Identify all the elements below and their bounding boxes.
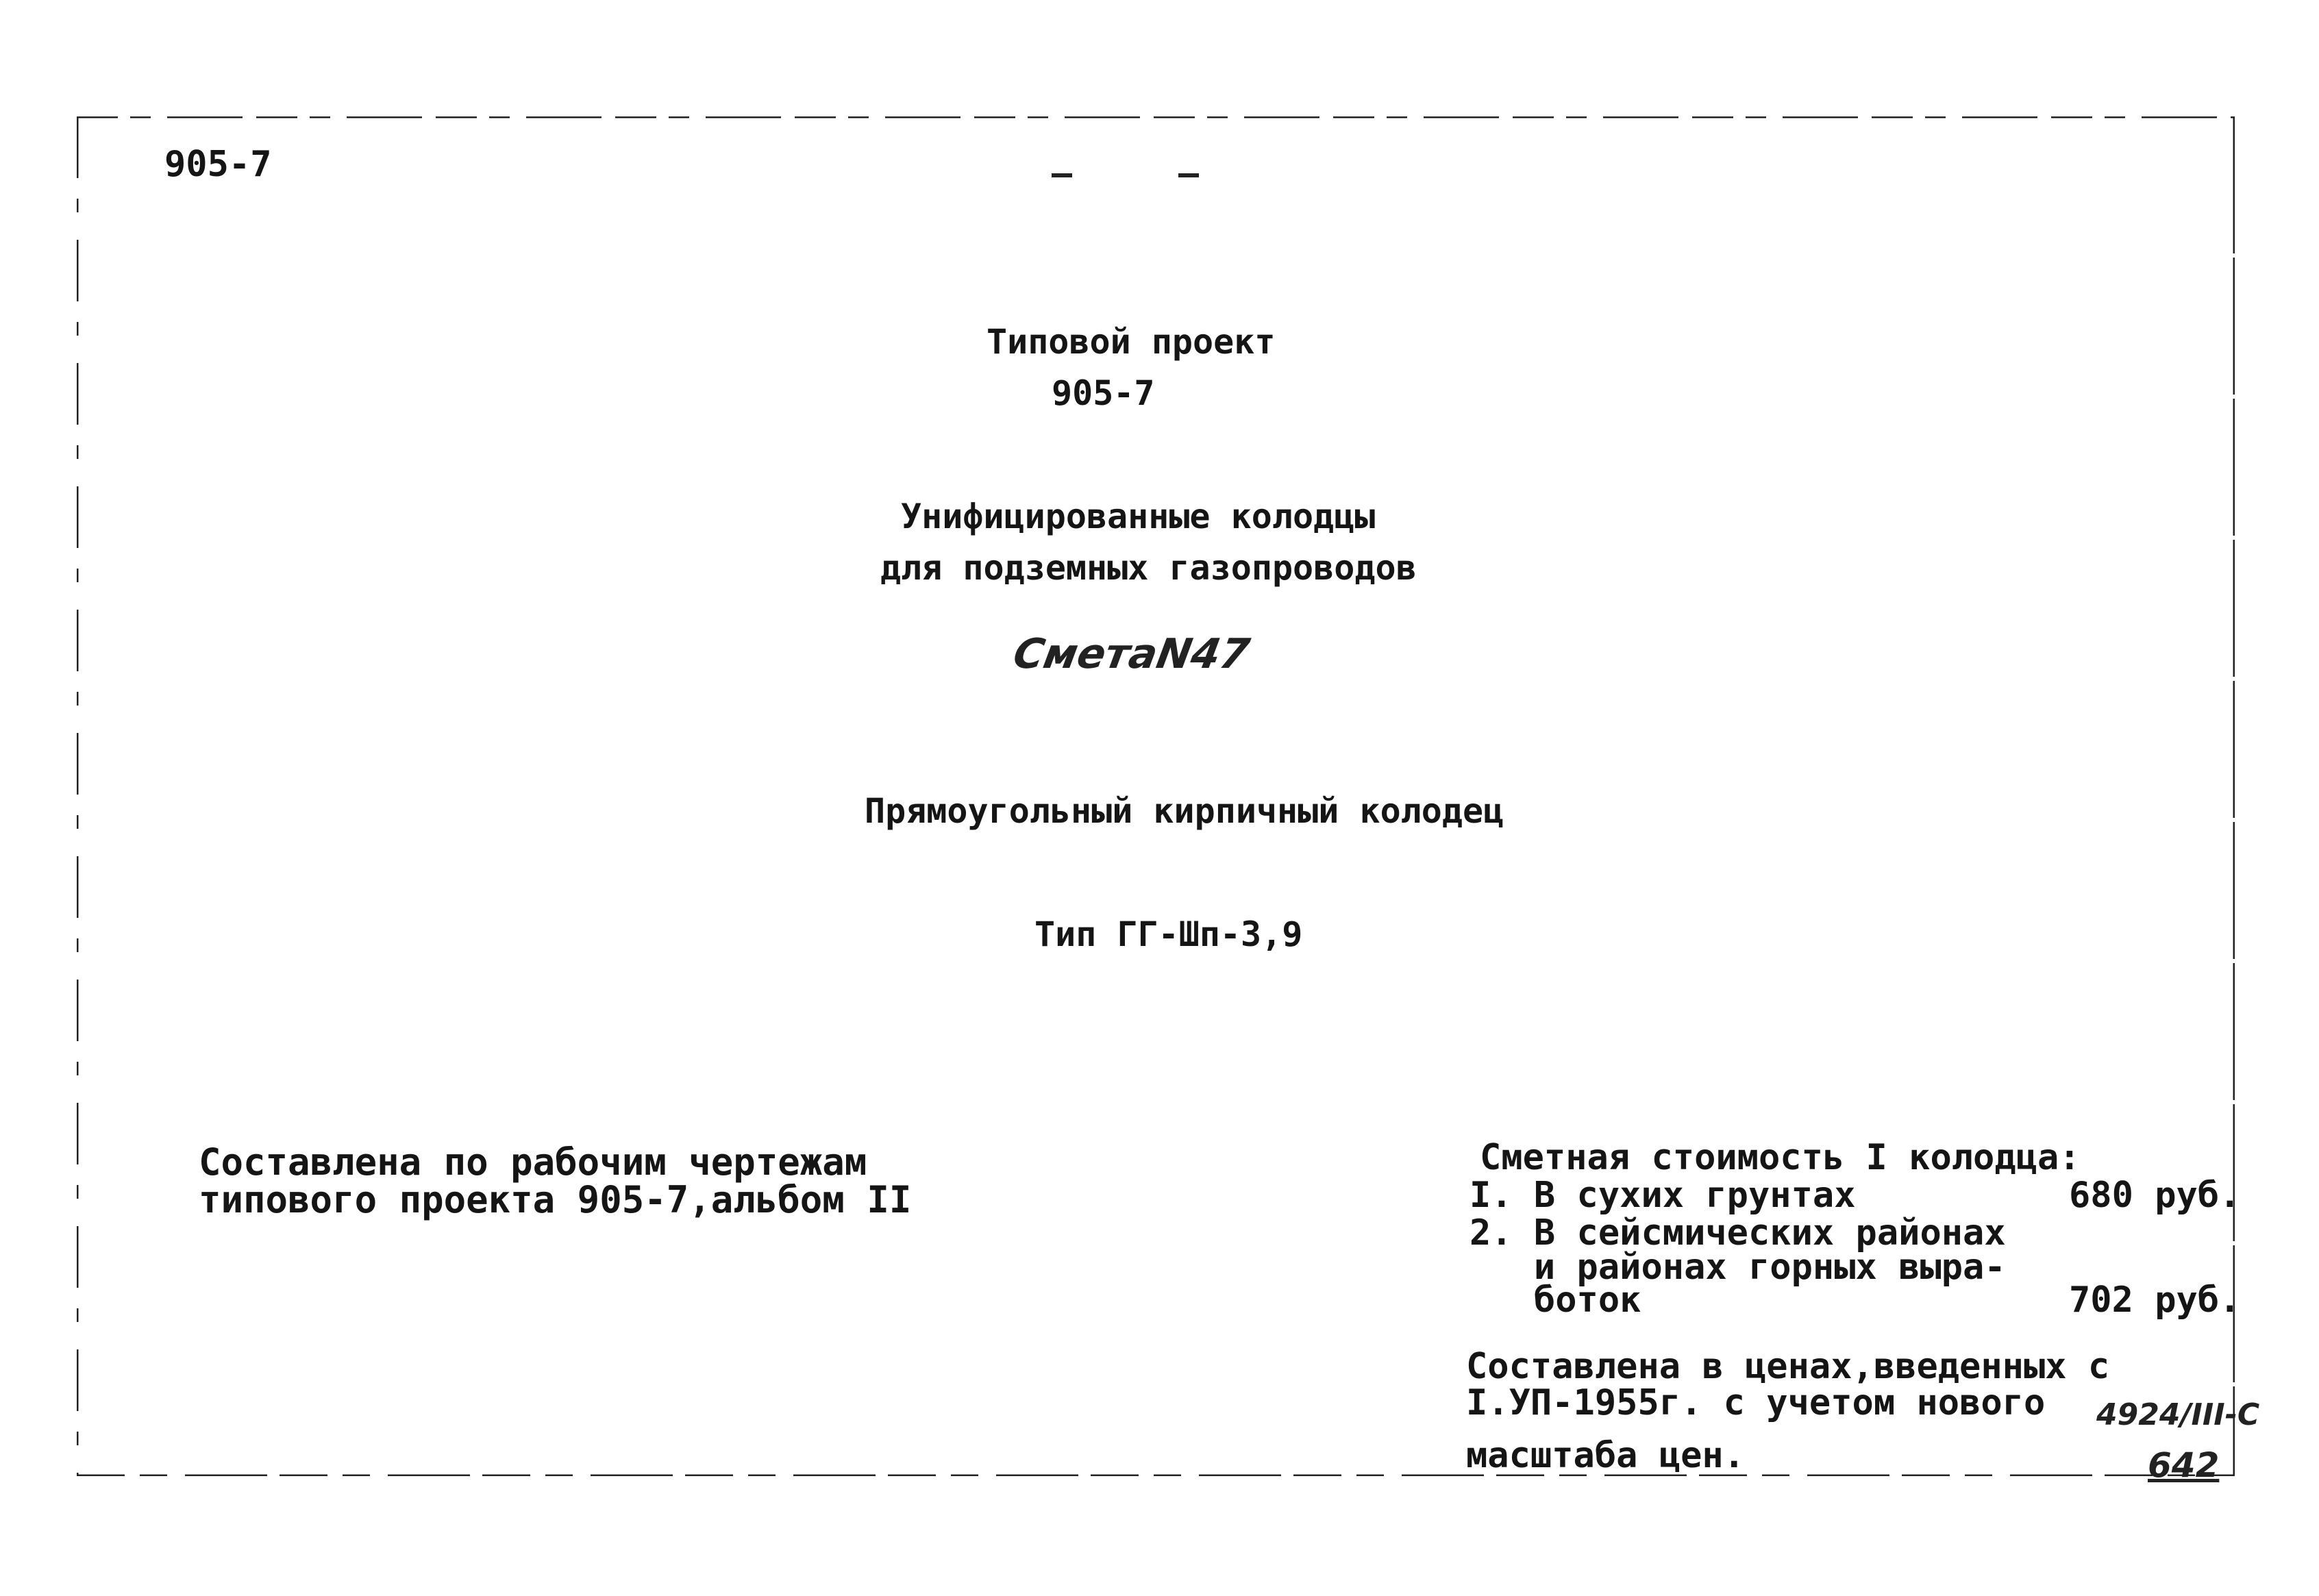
prices-note-line-2: I.УП-1955г. с учетом нового: [1466, 1382, 2046, 1423]
project-number: 905-7: [1052, 373, 1155, 413]
cost-heading: Сметная стоимость I колодца:: [1480, 1137, 2081, 1178]
project-label: Типовой проект: [987, 322, 1276, 362]
estimate-number-handwritten: СметаN47: [1009, 630, 1253, 678]
cost-item-1-price: 680 руб.: [2069, 1175, 2241, 1216]
prices-note-line-1: Составлена в ценах,введенных с: [1466, 1346, 2110, 1387]
compiled-from-line-1: Составлена по рабочим чертежам: [199, 1140, 867, 1184]
header-dash-2: [1178, 173, 1199, 177]
document-code: 905-7: [164, 144, 272, 185]
cost-item-2-label-line-3: боток: [1469, 1280, 1641, 1321]
page-number-handwritten: 642: [2148, 1445, 2220, 1485]
cost-item-2-label-line-2: и районах горных выра-: [1469, 1247, 2006, 1288]
well-type: Тип ГГ-Шп-3,9: [1034, 914, 1303, 954]
well-kind: Прямоугольный кирпичный колодец: [865, 791, 1504, 831]
header-dash-1: [1052, 173, 1072, 177]
cost-item-2-price: 702 руб.: [2069, 1280, 2241, 1321]
cost-item-2-label-line-1: 2. В сейсмических районах: [1469, 1212, 2006, 1254]
archive-reference-handwritten: 4924/III-С: [2096, 1397, 2260, 1432]
project-name-line-1: Унифицированные колодцы: [901, 497, 1376, 536]
project-name-line-2: для подземных газопроводов: [880, 548, 1417, 588]
cost-item-1-label: I. В сухих грунтах: [1469, 1175, 1856, 1216]
prices-note-line-3: масштаба цен.: [1466, 1435, 1745, 1476]
compiled-from-line-2: типового проекта 905-7,альбом II: [199, 1178, 912, 1221]
